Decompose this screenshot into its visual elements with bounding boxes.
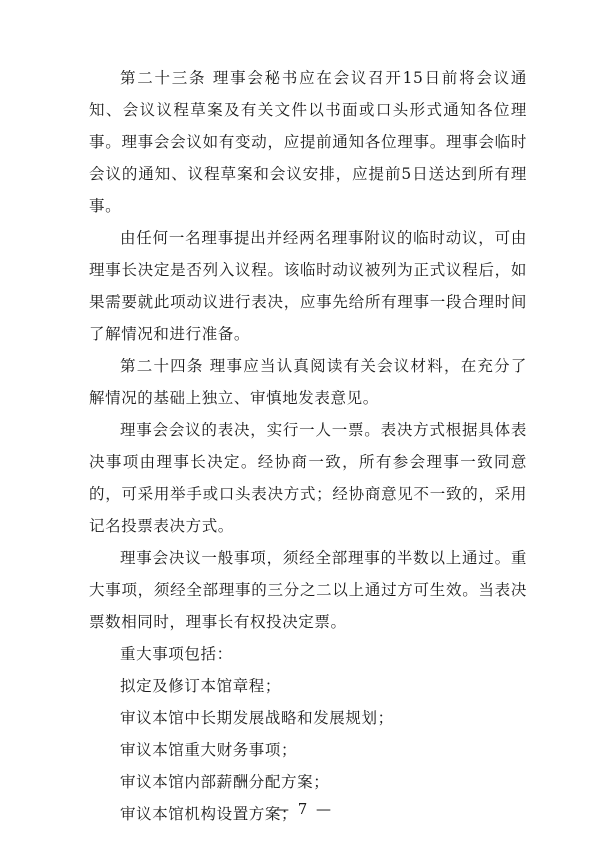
paragraph-resolutions: 理事会决议一般事项，须经全部理事的半数以上通过。重大事项，须经全部理事的三分之二以上通过方可生效。当表决票数相同时，理事长有权投决定票。 — [89, 549, 527, 631]
list-item: 拟定及修订本馆章程； — [120, 677, 282, 695]
paragraph-article-24: 第二十四条 理事应当认真阅读有关会议材料，在充分了解情况的基础上独立、审慎地发表意见。 — [89, 357, 527, 407]
list-item: 审议本馆内部薪酬分配方案； — [120, 773, 330, 791]
list-item: 审议本馆中长期发展战略和发展规划； — [120, 709, 394, 727]
list-item: 审议本馆重大财务事项； — [120, 741, 298, 759]
list-intro: 重大事项包括： — [120, 645, 233, 663]
paragraph-article-23: 第二十三条 理事会秘书应在会议召开15日前将会议通知、会议议程草案及有关文件以书面或口头形式通知各位理事。理事会会议如有变动，应提前通知各位理事。理事会临时会议的通知、议程草案和会议安排，应提前5日送达到所有理事。 — [89, 69, 527, 215]
document-body — [89, 62, 527, 830]
list-item: 审议本馆机构设置方案； — [120, 805, 298, 823]
paragraph-voting: 理事会会议的表决，实行一人一票。表决方式根据具体表决事项由理事长决定。经协商一致，所有参会理事一致同意的，可采用举手或口头表决方式；经协商意见不一致的，采用记名投票表决方式。 — [89, 421, 527, 535]
paragraph-temporary-motion: 由任何一名理事提出并经两名理事附议的临时动议，可由理事长决定是否列入议程。该临时动议被列为正式议程后，如果需要就此项动议进行表决，应事先给所有理事一段合理时间了解情况和进行准备。 — [89, 229, 527, 343]
page-number: — 7 — — [273, 800, 334, 818]
